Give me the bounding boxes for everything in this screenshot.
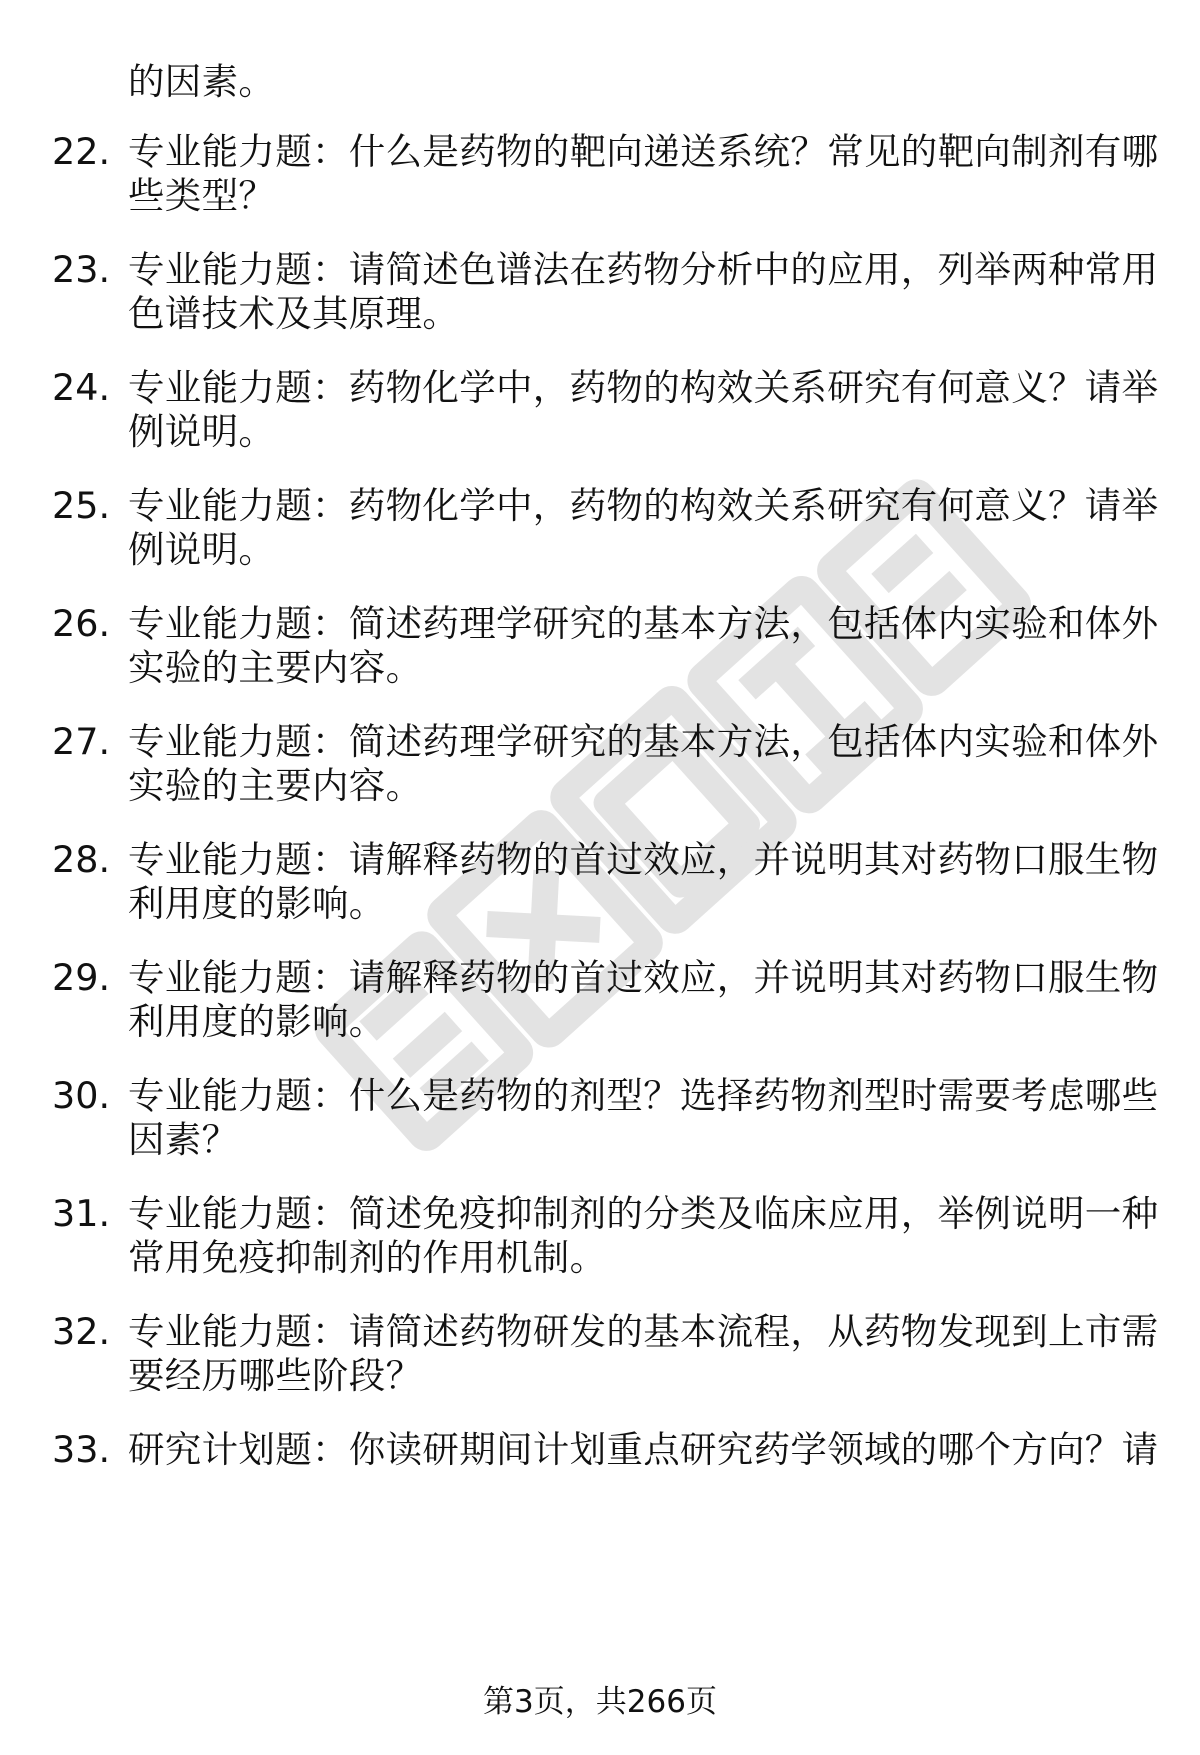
item-text-line: 例说明。: [128, 410, 276, 453]
item-text-line: 实验的主要内容。: [128, 646, 423, 689]
item-text-line: 因素？: [128, 1118, 239, 1161]
item-text-line: 色谱技术及其原理。: [128, 292, 460, 335]
item-text-line: 专业能力题：药物化学中，药物的构效关系研究有何意义？请举: [128, 366, 1159, 409]
item-text-line: 专业能力题：简述药理学研究的基本方法，包括体内实验和体外: [128, 720, 1159, 763]
item-text-line: 专业能力题：药物化学中，药物的构效关系研究有何意义？请举: [128, 484, 1159, 527]
item-text-line: 专业能力题：什么是药物的靶向递送系统？常见的靶向制剂有哪: [128, 130, 1159, 173]
continuation-text: 的因素。: [128, 60, 276, 103]
item-text-line: 利用度的影响。: [128, 1000, 386, 1043]
item-text-line: 专业能力题：请简述药物研发的基本流程，从药物发现到上市需: [128, 1310, 1159, 1353]
item-text-line: 例说明。: [128, 528, 276, 571]
item-text-line: 专业能力题：请解释药物的首过效应，并说明其对药物口服生物: [128, 956, 1159, 999]
item-number: 23.: [52, 248, 111, 291]
item-number: 22.: [52, 130, 111, 173]
item-number: 26.: [52, 602, 111, 645]
item-text-line: 专业能力题：请简述色谱法在药物分析中的应用，列举两种常用: [128, 248, 1159, 291]
item-text-line: 专业能力题：什么是药物的剂型？选择药物剂型时需要考虑哪些: [128, 1074, 1159, 1117]
item-number: 31.: [52, 1192, 111, 1235]
item-number: 33.: [52, 1428, 111, 1471]
item-text-line: 些类型？: [128, 174, 276, 217]
item-text-line: 常用免疫抑制剂的作用机制。: [128, 1236, 607, 1279]
item-text-line: 专业能力题：请解释药物的首过效应，并说明其对药物口服生物: [128, 838, 1159, 881]
page-footer: 第3页，共266页: [483, 1684, 717, 1720]
item-number: 25.: [52, 484, 111, 527]
item-number: 28.: [52, 838, 111, 881]
item-text-line: 要经历哪些阶段？: [128, 1354, 423, 1397]
item-number: 24.: [52, 366, 111, 409]
item-text-line: 利用度的影响。: [128, 882, 386, 925]
item-number: 27.: [52, 720, 111, 763]
item-text-line: 实验的主要内容。: [128, 764, 423, 807]
item-text-line: 专业能力题：简述药理学研究的基本方法，包括体内实验和体外: [128, 602, 1159, 645]
item-number: 30.: [52, 1074, 111, 1117]
item-number: 29.: [52, 956, 111, 999]
item-number: 32.: [52, 1310, 111, 1353]
item-text-line: 专业能力题：简述免疫抑制剂的分类及临床应用，举例说明一种: [128, 1192, 1159, 1235]
item-text-line: 研究计划题：你读研期间计划重点研究药学领域的哪个方向？请: [128, 1428, 1159, 1471]
